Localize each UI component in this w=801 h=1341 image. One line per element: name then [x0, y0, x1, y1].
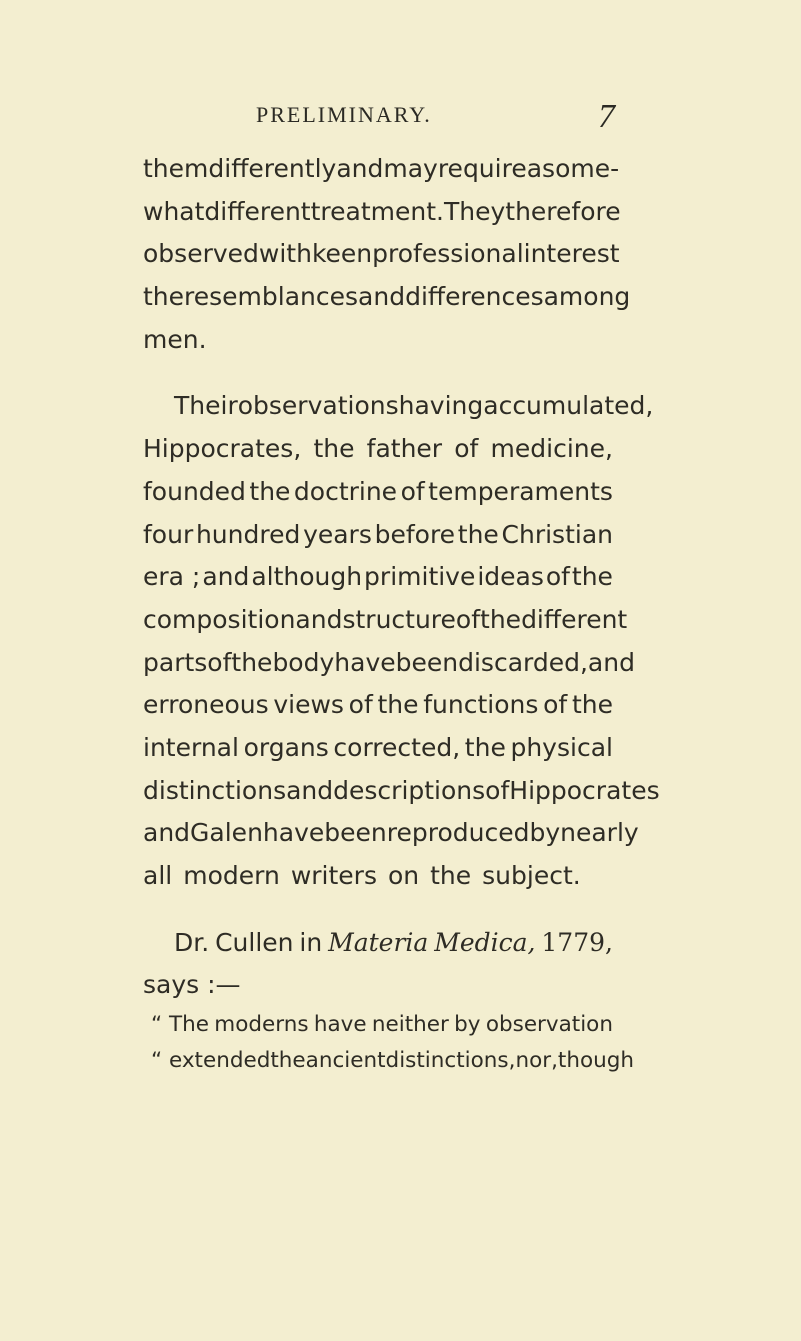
- word: father: [366, 434, 443, 464]
- word: may: [383, 154, 438, 183]
- text-line: [143, 191, 621, 234]
- word: distinctions,: [385, 1048, 516, 1074]
- word: observations: [237, 391, 399, 421]
- body-text: [143, 148, 660, 1079]
- word: the: [457, 519, 499, 549]
- word: views: [273, 690, 344, 720]
- quotation: [143, 1007, 635, 1079]
- word: four: [143, 519, 194, 549]
- word: the: [571, 562, 613, 592]
- word: distinctions: [143, 775, 287, 805]
- word: have: [262, 818, 325, 848]
- paragraph-3: [143, 922, 613, 1007]
- word: resemblances: [184, 282, 359, 312]
- word: the: [430, 861, 472, 890]
- word: writers: [290, 861, 377, 890]
- word: modern: [183, 861, 280, 890]
- word: before: [374, 519, 456, 549]
- word: observation: [485, 1012, 613, 1038]
- word: and: [358, 282, 406, 312]
- text-line: [143, 556, 613, 599]
- text-line: [143, 599, 628, 642]
- text-line: [143, 1043, 635, 1079]
- word: organs: [243, 732, 329, 762]
- work-title-medica: Medica,: [434, 927, 536, 957]
- word: erroneous: [143, 690, 269, 720]
- word: descriptions: [333, 775, 486, 805]
- paragraph-2: [143, 385, 660, 897]
- word: some-: [542, 154, 620, 183]
- word: differences: [405, 282, 544, 312]
- word: among: [543, 282, 631, 312]
- word: composition: [143, 604, 296, 634]
- word: and: [202, 562, 250, 592]
- word: what: [143, 196, 205, 226]
- word: and: [587, 647, 635, 677]
- word: Galen: [190, 818, 263, 848]
- word: temperaments: [428, 476, 613, 506]
- word: and: [295, 604, 343, 634]
- text-line: [143, 148, 620, 191]
- word: though: [557, 1048, 635, 1074]
- word: reproduced: [386, 818, 530, 848]
- word: them: [143, 154, 209, 183]
- word: of: [348, 690, 373, 720]
- word: corrected,: [333, 732, 461, 762]
- word: Christian: [501, 519, 613, 549]
- page-number: 7: [598, 98, 615, 135]
- word: therefore: [505, 196, 621, 226]
- word: era ;: [143, 562, 201, 592]
- word: neither: [371, 1012, 449, 1038]
- word: the: [571, 690, 613, 720]
- word: hundred: [195, 519, 301, 549]
- text-line: [143, 855, 613, 898]
- text-line: [143, 642, 635, 685]
- text-line: [143, 471, 613, 514]
- word: have: [334, 647, 396, 677]
- word: been: [395, 647, 459, 677]
- word: doctrine: [293, 476, 398, 506]
- word: ideas: [477, 562, 544, 592]
- text-line: [143, 233, 620, 276]
- word: with: [258, 239, 312, 269]
- word: They: [443, 196, 506, 226]
- word: treatment.: [310, 196, 444, 226]
- word: and: [286, 775, 334, 805]
- word: been: [324, 818, 387, 848]
- word: Hippocrates: [509, 775, 660, 805]
- word: primitive: [364, 562, 476, 592]
- word: the: [480, 604, 522, 634]
- word: nor,: [515, 1048, 558, 1074]
- word: accumulated,: [483, 391, 654, 421]
- word: of: [207, 647, 232, 677]
- running-title: PRELIMINARY.: [256, 102, 432, 127]
- paragraph-1: [143, 148, 631, 361]
- word: ancient: [305, 1048, 386, 1074]
- word: years: [303, 519, 372, 549]
- word: different: [204, 196, 311, 226]
- word: Their: [174, 391, 238, 421]
- word: by: [529, 818, 561, 848]
- word: founded: [143, 476, 246, 506]
- word: “ extended: [151, 1048, 271, 1074]
- word: having: [398, 391, 484, 421]
- text-line: [143, 684, 613, 727]
- says-text: says :—: [143, 970, 241, 1000]
- word: interest: [523, 239, 620, 269]
- publication-year: 1779,: [541, 927, 613, 957]
- word: of: [545, 562, 570, 592]
- word: different: [521, 604, 628, 634]
- text-line: [143, 770, 660, 813]
- word: the: [313, 434, 355, 464]
- text-line: [143, 1007, 613, 1043]
- word: “ The: [151, 1012, 209, 1038]
- word: Cullen: [215, 927, 294, 957]
- word: body: [272, 647, 335, 677]
- word: men.: [143, 324, 207, 354]
- word: the: [270, 1048, 306, 1074]
- word: moderns: [214, 1012, 309, 1038]
- word: by: [454, 1012, 481, 1038]
- word: Dr.: [174, 927, 210, 957]
- text-line: [143, 964, 613, 1007]
- text-line: [143, 428, 613, 471]
- text-line: [143, 812, 639, 855]
- word: the: [231, 647, 273, 677]
- word: functions: [423, 690, 539, 720]
- work-title-materia: Materia: [328, 927, 429, 957]
- word: in: [299, 927, 323, 957]
- word: require: [437, 154, 527, 183]
- word: structure: [342, 604, 456, 634]
- word: the: [143, 282, 185, 312]
- word: physical: [510, 732, 613, 762]
- word: professional: [372, 239, 524, 269]
- word: a: [526, 154, 543, 183]
- word: medicine,: [490, 434, 613, 464]
- word: all: [143, 861, 173, 890]
- word: have: [313, 1012, 367, 1038]
- word: on: [387, 861, 420, 890]
- word: internal: [143, 732, 239, 762]
- word: discarded,: [458, 647, 588, 677]
- word: differently: [208, 154, 337, 183]
- word: of: [485, 775, 510, 805]
- text-line: [143, 276, 631, 319]
- text-line: [143, 727, 613, 770]
- word: of: [400, 476, 425, 506]
- text-line: [143, 385, 654, 428]
- text-line: [143, 922, 613, 965]
- text-line: [143, 514, 613, 557]
- word: keen: [311, 239, 373, 269]
- word: and: [143, 818, 191, 848]
- word: subject.: [482, 861, 581, 890]
- word: Hippocrates,: [143, 434, 302, 464]
- running-head: [0, 100, 801, 140]
- word: although: [251, 562, 363, 592]
- word: the: [464, 732, 506, 762]
- word: the: [249, 476, 291, 506]
- word: of: [454, 434, 479, 464]
- word: the: [377, 690, 419, 720]
- word: nearly: [560, 818, 639, 848]
- word: of: [543, 690, 568, 720]
- word: and: [336, 154, 384, 183]
- word: parts: [143, 647, 208, 677]
- paragraph-gap: [143, 361, 613, 385]
- word: observed: [143, 239, 259, 269]
- paragraph-gap: [143, 898, 613, 922]
- word: of: [455, 604, 481, 634]
- text-line: [143, 319, 613, 362]
